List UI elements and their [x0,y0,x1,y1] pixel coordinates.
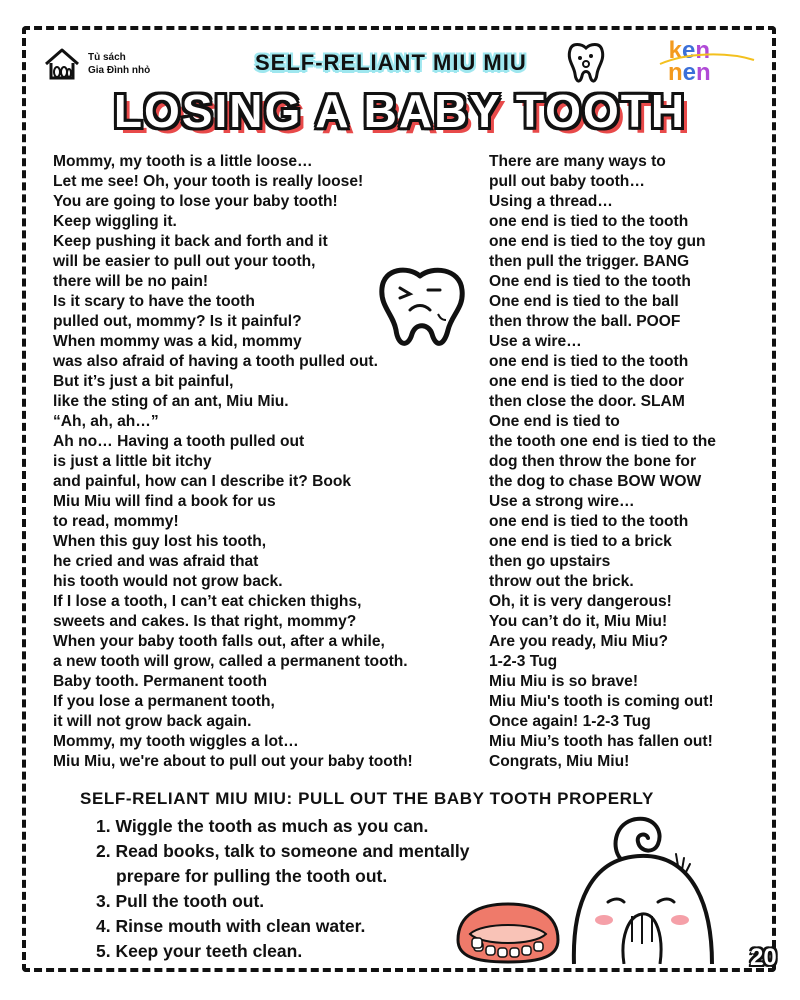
story-line: Miu Miu is so brave! [489,673,639,690]
story-line: then throw the ball. POOF [489,313,681,330]
story-line: Is it scary to have the tooth [53,293,255,310]
sad-tooth-icon [372,262,470,350]
story-line: one end is tied to the door [489,373,684,390]
story-line: One end is tied to the tooth [489,273,691,290]
tip-step: 3. Pull the tooth out. [96,891,265,911]
story-line: then close the door. SLAM [489,393,685,410]
story-line: it will not grow back again. [53,713,252,730]
story-line: dog then throw the bone for [489,453,697,470]
brand-logo [668,37,711,86]
story-line: one end is tied to the tooth [489,513,689,530]
brand-letter: n [696,59,711,86]
story-line: to read, mommy! [53,513,179,530]
page-number: 20 [750,944,777,971]
tip-step: 4. Rinse mouth with clean water. [96,916,366,936]
brand-letter: k [668,37,683,64]
story-line: Use a wire… [489,333,582,350]
story-line: sweets and cakes. Is that right, mommy? [53,613,357,630]
story-line: will be easier to pull out your tooth, [53,253,316,270]
story-line: Once again! 1-2-3 Tug [489,713,651,730]
story-line: There are many ways to [489,153,666,170]
mouth-icon [452,900,562,966]
story-line: like the sting of an ant, Miu Miu. [53,393,289,410]
story-line: a new tooth will grow, called a permanent tooth. [53,653,408,670]
story-line: Mommy, my tooth is a little loose… [53,153,313,170]
story-line: When your baby tooth falls out, after a while, [53,633,385,650]
series-title: SELF-RELIANT MIU MIU [255,50,527,75]
page-title: LOSING A BABY TOOTH [113,85,687,137]
tips-list [96,814,469,964]
story-line: then go upstairs [489,553,611,570]
story-line: there will be no pain! [53,273,209,290]
story-line: If you lose a permanent tooth, [53,693,275,710]
story-line: Keep pushing it back and forth and it [53,233,328,250]
tip-step-continued: prepare for pulling the tooth out. [116,866,388,886]
story-line: Using a thread… [489,193,613,210]
story-line: One end is tied to [489,413,620,430]
story-line: Mommy, my tooth wiggles a lot… [53,733,299,750]
story-line: When mommy was a kid, mommy [53,333,302,350]
story-line: But it’s just a bit painful, [53,373,234,390]
tip-step: 1. Wiggle the tooth as much as you can. [96,816,429,836]
story-line: is just a little bit itchy [53,453,212,470]
story-line: one end is tied to the tooth [489,353,689,370]
story-line: When this guy lost his tooth, [53,533,267,550]
story-line: Congrats, Miu Miu! [489,753,630,770]
story-line: Baby tooth. Permanent tooth [53,673,267,690]
story-line: If I lose a tooth, I can’t eat chicken thighs, [53,593,362,610]
story-line: You are going to lose your baby tooth! [53,193,338,210]
story-line: his tooth would not grow back. [53,573,283,590]
story-line: Keep wiggling it. [53,213,177,230]
story-line: Let me see! Oh, your tooth is really loose! [53,173,364,190]
story-line: Ah no… Having a tooth pulled out [53,433,305,450]
story-line: Miu Miu, we're about to pull out your baby tooth! [53,753,413,770]
house-icon [42,44,82,84]
story-line: throw out the brick. [489,573,634,590]
brand-letter: n [695,37,711,64]
publisher-line2: Gia Đình nhỏ [88,65,151,76]
tip-step: 2. Read books, talk to someone and mentally [96,841,470,861]
story-line: the dog to chase BOW WOW [489,473,702,490]
story-line: One end is tied to the ball [489,293,679,310]
brand-letter: e [682,59,697,86]
story-line: Miu Miu’s tooth has fallen out! [489,733,713,750]
story-line: You can’t do it, Miu Miu! [489,613,668,630]
story-line: pull out baby tooth… [489,173,645,190]
story-line: 1-2-3 Tug [489,653,558,670]
brand-letter: e [682,37,696,64]
story-line: the tooth one end is tied to the [489,433,716,450]
story-line: then pull the trigger. BANG [489,253,690,270]
tip-step: 5. Keep your teeth clean. [96,941,303,961]
swoosh-icon [658,50,758,70]
publisher-logo [42,44,150,84]
story-line: Miu Miu will find a book for us [53,493,276,510]
story-line: was also afraid of having a tooth pulled out. [53,353,378,370]
story-right-column [489,152,716,772]
story-line: and painful, how can I describe it? Book [53,473,352,490]
story-line: Oh, it is very dangerous! [489,593,672,610]
story-line: he cried and was afraid that [53,553,259,570]
story-line: one end is tied to a brick [489,533,672,550]
story-line: one end is tied to the toy gun [489,233,706,250]
publisher-line1: Tủ sách [88,52,126,63]
tips-title: SELF-RELIANT MIU MIU: PULL OUT THE BABY TOOTH PROPERLY [80,789,654,808]
brand-letter: n [668,59,683,86]
story-left-column [53,152,413,772]
story-line: Are you ready, Miu Miu? [489,633,669,650]
story-line: one end is tied to the tooth [489,213,689,230]
story-line: Miu Miu's tooth is coming out! [489,693,714,710]
tooth-icon [562,40,610,86]
story-line: Use a strong wire… [489,493,635,510]
miu-miu-character [566,812,716,964]
story-line: “Ah, ah, ah…” [53,413,159,430]
story-line: pulled out, mommy? Is it painful? [53,313,302,330]
